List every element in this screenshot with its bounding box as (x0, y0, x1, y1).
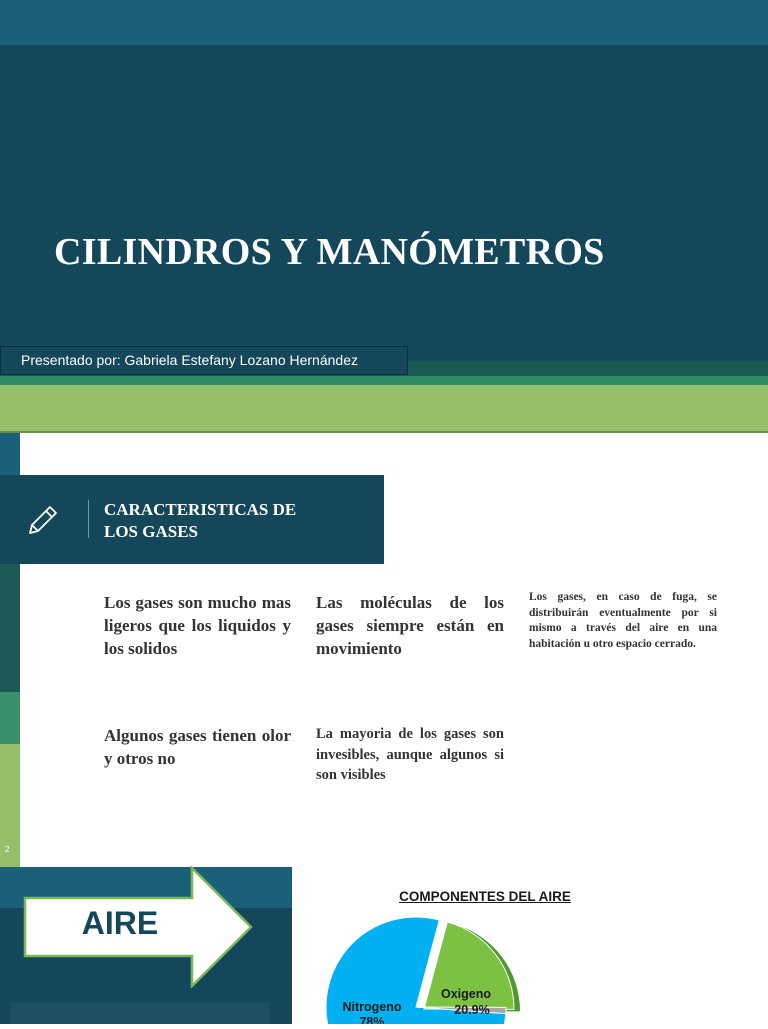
title-slide-bottom-line (0, 431, 768, 433)
presentation-title: CILINDROS Y MANÓMETROS (54, 231, 605, 273)
sidebar-segment-green (0, 692, 20, 744)
title-slide-background (0, 45, 768, 361)
air-label: AIRE (81, 905, 159, 941)
title-slide-top-band (0, 0, 768, 45)
section-heading-line1: CARACTERISTICAS DE (104, 500, 297, 519)
gas-property-text: Las moléculas de los gases siempre están en movimiento (316, 593, 504, 658)
gas-property-text: La mayoria de los gases son invesibles, aunque algunos si son visibles (316, 726, 504, 783)
pencil-icon (26, 503, 60, 537)
slide-page-number: 2 (5, 845, 10, 854)
section-heading-line2: LOS GASES (104, 522, 199, 541)
air-slide-inner-panel (10, 1002, 270, 1024)
gas-property-text: Algunos gases tienen olor y otros no (104, 726, 291, 768)
air-components-pie-chart (290, 905, 590, 1024)
pie-value-oxigeno: 20.9% (454, 1003, 490, 1017)
gas-property-text: Los gases son mucho mas ligeros que los liquidos y los solidos (104, 593, 291, 658)
chart-title: COMPONENTES DEL AIRE (399, 889, 571, 904)
pie-value-nitrogeno: 78% (359, 1015, 385, 1024)
presenter-box: Presentado por: Gabriela Estefany Lozano Hernández (0, 346, 408, 375)
sidebar-segment-teal (0, 433, 20, 475)
header-divider (88, 500, 89, 538)
pie-label-oxigeno: Oxigeno (440, 987, 492, 1001)
title-slide-strip-green (0, 376, 768, 385)
title-slide-lime-band (0, 385, 768, 432)
section-heading (104, 499, 374, 543)
gas-property-text: Los gases, en caso de fuga, se distribuirán eventualmente por si mismo a través del aire en una habitación u otro espacio cerrado. (529, 591, 717, 650)
pie-label-nitrogeno: Nitrogeno (342, 1000, 402, 1014)
